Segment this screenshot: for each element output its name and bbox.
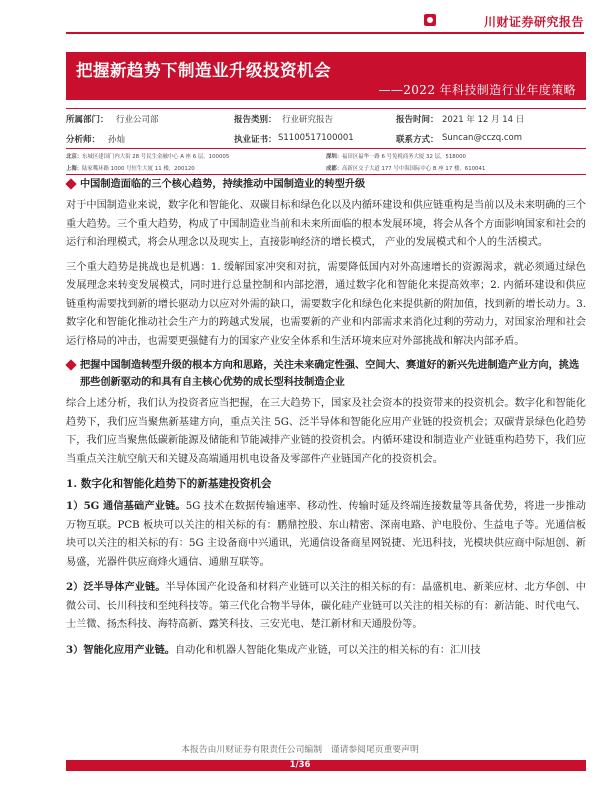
- paragraph: 对于中国制造业来说，数字化和智能化、双碳目标和绿色化以及内循环建设和供应链重构是当前以及未来明确的三个重大趋势。三个重大趋势，构成了中国制造业当前和未来所面临的根本发展环境，将会从各个方面影响国家和社会的运行和治理模式，将会从理念以及现实上，直接影响经济的增长模式， 产业的发展模式和个人的生活模式。: [66, 200, 586, 248]
- org-title: 川财证券研究报告: [483, 15, 584, 29]
- item-body: 5G 技术在数据传输速率、移动性、传输时延及终端连接数量等具备优势，将进一步推动万物互联。PCB 板块可以关注的相关标的有：鹏鼎控股、东山精密、深南电路、沪电股份、生益电子等。光通信板块可以关注的相关标的有：5G 主设备商中兴通讯，光通信设备商星网锐捷、光迅科技，光模块供应商中际旭创、新易盛，光器件供应商烽火通信、通鼎互联等。: [66, 501, 586, 568]
- address-city: 深圳：: [326, 154, 343, 160]
- item-body: 半导体国产化设备和材料产业链可以关注的相关标的有：晶盛机电、新莱应材、北方华创、中微公司、长川科技和至纯科技等。第三代化合物半导体，碳化硅产业链可以关注的相关标的有：新洁能、时代电气、士兰微、扬杰科技、海特高新、露笑科技、三安光电、楚江新材和天通股份等。: [66, 582, 586, 630]
- subsection-title: 1. 数字化和智能化趋势下的新基建投资机会: [66, 478, 272, 490]
- section-heading: [66, 176, 586, 193]
- meta-row-1: [66, 108, 586, 128]
- date-label: 报告时间：: [396, 115, 439, 125]
- item-body: 自动化和机器人智能化集成产业链，可以关注的相关标的有：汇川技: [174, 644, 481, 656]
- page-header: [0, 0, 600, 34]
- report-type-value: 行业研究报告: [282, 115, 334, 125]
- item-lead: 1）5G 通信基础产业链。: [66, 500, 186, 512]
- address-text: 福田区福华一路 6 号免税商务大厦 32 层，518000: [342, 154, 466, 160]
- meta-row-2: [66, 128, 586, 148]
- contact-value[interactable]: Suncan@cczq.com: [442, 133, 522, 143]
- report-meta: [66, 108, 586, 174]
- paragraph: 综合上述分析，我们认为投资者应当把握，在三大趋势下，国家及社会资本的投资带来的投资机会。数字化和智能化趋势下，我们应当聚焦新基建方向，重点关注 5G、泛半导体和智能化应用产业链的投资机会；双碳背景绿色化趋势下，我们应当聚焦低碳新能源及储能和节能减排产业链的投资机会。内循环建设和制造业产业链重构趋势下，我们应当重点关注航空航天和关键及高端通用机电设备及零部件产业链国产化的投资机会。: [66, 398, 586, 465]
- address-city: 北京：: [66, 154, 83, 160]
- item-lead: 3）智能化应用产业链。: [66, 643, 175, 656]
- license-value: S1100517100001: [278, 133, 354, 143]
- diamond-bullet-icon: [65, 178, 76, 189]
- license-label: 执业证书：: [234, 135, 277, 145]
- analyst-label: 分析师：: [66, 135, 101, 145]
- address-row-2: [66, 162, 586, 174]
- report-type-label: 报告类别：: [234, 115, 277, 125]
- date-value: 2021 年 12 月 14 日: [442, 115, 525, 125]
- address-city: 上海：: [66, 166, 83, 172]
- address-row-1: [66, 150, 586, 162]
- item-lead: 2）泛半导体产业链。: [66, 581, 166, 593]
- diamond-bullet-icon: [65, 359, 76, 370]
- header-divider: [66, 32, 584, 34]
- meta-divider: [66, 148, 586, 149]
- dept-value: 行业公司部: [116, 115, 159, 125]
- address-text: 陆家嘴环路 1000 号恒生大厦 11 楼，200120: [82, 166, 195, 172]
- paragraph: [66, 641, 586, 661]
- address-text: 高新区交子大道 177 号中海国际中心 B 座 17 楼，610041: [342, 166, 486, 172]
- address-city: 成都：: [326, 166, 343, 172]
- paragraph: [66, 578, 586, 635]
- report-body: [66, 176, 586, 666]
- paragraph: 三个重大趋势是挑战也是机遇：1. 缓解国家冲突和对抗，需要降低国内对外高速增长的资源渴求，就必须通过绿色发展理念来转变发展模式，同时进行总量控制和内部挖潜，通过数字化和智能化来提高效率；2. 内循环建设和供应链重构需要找到新的增长驱动力以应对外需的缺口，需要数字化和绿色化来提供新的附加值，找到新的增长动力。3. 数字化和智能化推动社会生产力的跨越式发展，也需要新的产业和内部需求来消化过剩的劳动力，对国家治理和社会运行格局的冲击，也需要更强健有力的国家产业安全体系和生活环境来应对外部挑战和解决内部矛盾。: [66, 261, 586, 347]
- analyst-value: 孙灿: [108, 135, 126, 145]
- paragraph: [66, 497, 586, 572]
- contact-label: 联系方式：: [396, 135, 439, 145]
- page-number: 1/36: [289, 760, 311, 770]
- address-text: 东城区建国门内大街 28 号民生金融中心 A 座 6 层，100005: [82, 154, 230, 160]
- report-subtitle: ——2022 年科技制造行业年度策略: [378, 83, 576, 97]
- heading-text: 把握中国制造转型升级的根本方向和思路，关注未来确定性强、空间大、赛道好的新兴先进制造产业方向，挑选那些创新驱动的和具有自主核心优势的成长型科技制造企业: [80, 359, 580, 388]
- report-title: 把握新趋势下制造业升级投资机会: [76, 61, 331, 80]
- footer-disclaimer: 本报告由川财证券有限责任公司编制 谨请参阅尾页重要声明: [181, 745, 419, 755]
- meta-divider: [66, 174, 586, 175]
- chuancai-logo-icon: [424, 14, 436, 26]
- dept-label: 所属部门：: [66, 115, 109, 125]
- section-heading: [66, 357, 586, 391]
- title-banner: [66, 52, 586, 100]
- heading-text: 中国制造面临的三个核心趋势，持续推动中国制造业的转型升级: [80, 178, 366, 190]
